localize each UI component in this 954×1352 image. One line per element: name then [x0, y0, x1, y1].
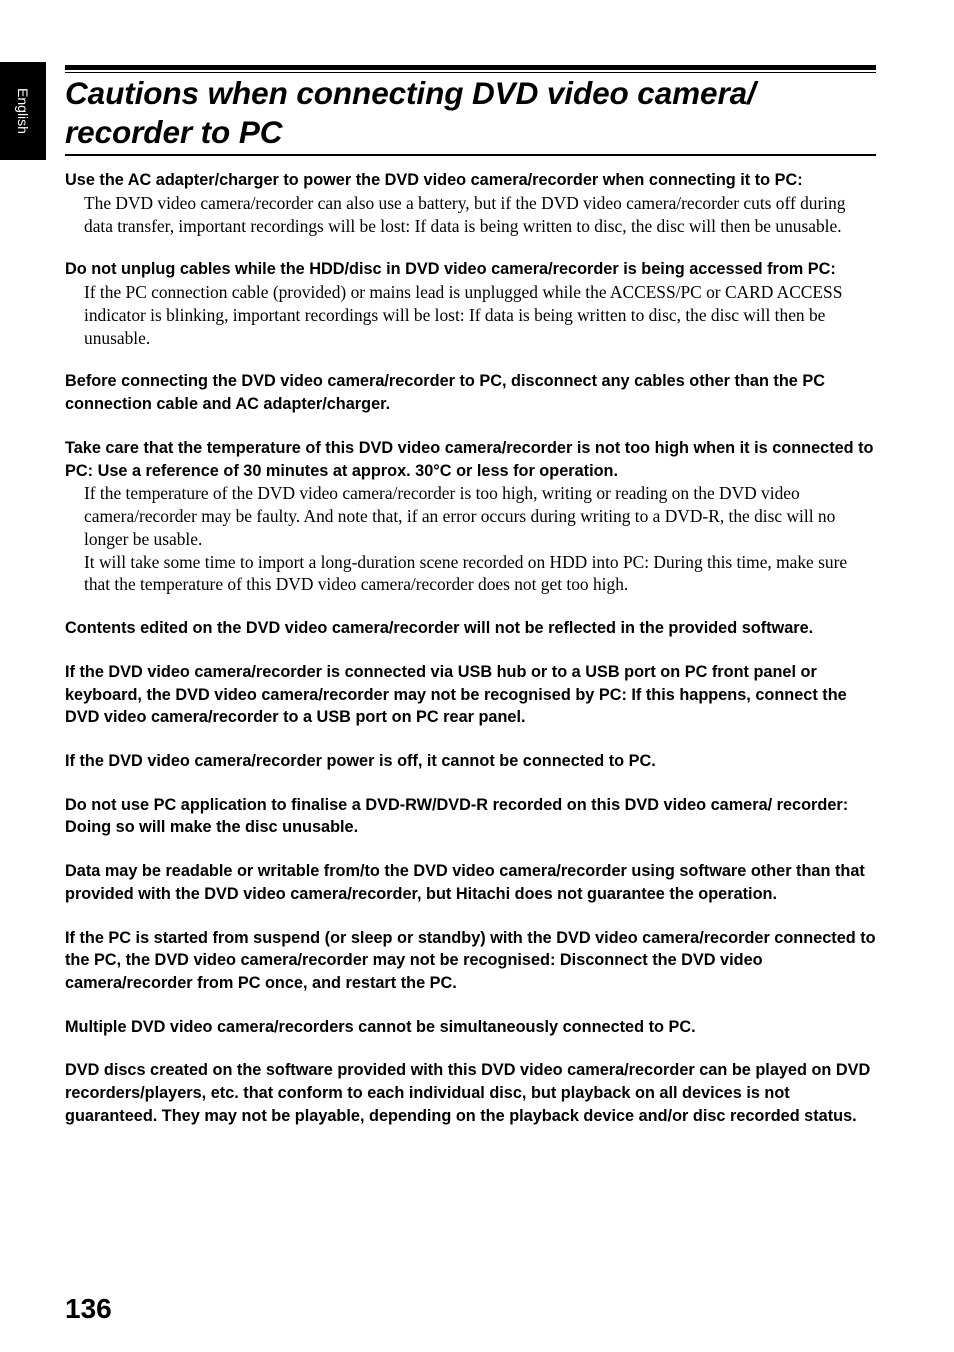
page-title: Cautions when connecting DVD video camera/ recorder to PC	[65, 75, 756, 150]
caution-item	[65, 1059, 876, 1127]
caution-list	[65, 169, 876, 1148]
caution-item	[65, 927, 876, 995]
caution-heading: DVD discs created on the software provided with this DVD video camera/recorder can be played on DVD recorders/players, etc. that conform to each individual disc, but playback on all devices is not guaranteed. They may not be playable, depending on the playback device and/or disc recorded status.	[65, 1061, 871, 1125]
language-tab-label: English	[15, 88, 31, 134]
caution-heading: Do not use PC application to finalise a DVD-RW/DVD-R recorded on this DVD video camera/ recorder: Doing so will make the disc unusable.	[65, 795, 849, 837]
caution-heading: Multiple DVD video camera/recorders cannot be simultaneously connected to PC.	[65, 1017, 696, 1036]
caution-item	[65, 437, 876, 596]
caution-heading: Before connecting the DVD video camera/recorder to PC, disconnect any cables other than the PC connection cable and AC adapter/charger.	[65, 372, 825, 414]
title-rule-thin	[65, 72, 876, 73]
caution-heading: If the PC is started from suspend (or sleep or standby) with the DVD video camera/recorder connected to the PC, the DVD video camera/recorder may not be recognised: Disconnect the DVD video camera/recorder from PC once, and restart the PC.	[65, 928, 876, 992]
caution-item	[65, 617, 876, 640]
caution-item	[65, 1016, 876, 1039]
caution-body: It will take some time to import a long-duration scene recorded on HDD into PC: During this time, make sure that the temperature of this DVD video camera/recorder does not get too high.	[84, 551, 848, 595]
caution-item	[65, 258, 876, 349]
caution-heading: Do not unplug cables while the HDD/disc in DVD video camera/recorder is being accessed from PC:	[65, 260, 836, 279]
page-number: 136	[65, 1293, 112, 1324]
caution-item	[65, 169, 876, 237]
caution-item	[65, 661, 876, 729]
caution-heading: Take care that the temperature of this DVD video camera/recorder is not too high when it is connected to PC: Use a reference of 30 minutes at approx. 30°C or less for operation.	[65, 438, 874, 480]
title-rule-bottom	[65, 154, 876, 156]
caution-item	[65, 794, 876, 839]
caution-heading: If the DVD video camera/recorder is connected via USB hub or to a USB port on PC front panel or keyboard, the DVD video camera/recorder may not be recognised by PC: If this happens, connect the DVD video camera/recorder to a USB port on PC rear panel.	[65, 662, 847, 727]
caution-body: If the temperature of the DVD video camera/recorder is too high, writing or reading on the DVD video camera/recorder may be faulty. And note that, if an error occurs during writing to a DVD-R, the disc will no longer be usable.	[84, 483, 836, 549]
caution-item	[65, 370, 876, 415]
caution-body: If the PC connection cable (provided) or mains lead is unplugged while the ACCESS/PC or CARD ACCESS indicator is blinking, important recordings will be lost: If data is being written to disc, the disc will then be unusable.	[84, 282, 843, 348]
caution-heading: Contents edited on the DVD video camera/recorder will not be reflected in the provided software.	[65, 619, 814, 638]
language-side-tab	[0, 62, 46, 160]
title-rule-thick	[65, 65, 876, 70]
caution-heading: Data may be readable or writable from/to the DVD video camera/recorder using software other than that provided with the DVD video camera/recorder, but Hitachi does not guarantee the operation.	[65, 862, 865, 903]
caution-item	[65, 860, 876, 905]
caution-heading: If the DVD video camera/recorder power is off, it cannot be connected to PC.	[65, 752, 656, 770]
caution-item	[65, 750, 876, 773]
caution-heading: Use the AC adapter/charger to power the DVD video camera/recorder when connecting it to PC:	[65, 171, 803, 189]
caution-body: The DVD video camera/recorder can also use a battery, but if the DVD video camera/recorder cuts off during data transfer, important recordings will be lost: If data is being written to disc, the disc will then be unusable.	[84, 192, 846, 236]
